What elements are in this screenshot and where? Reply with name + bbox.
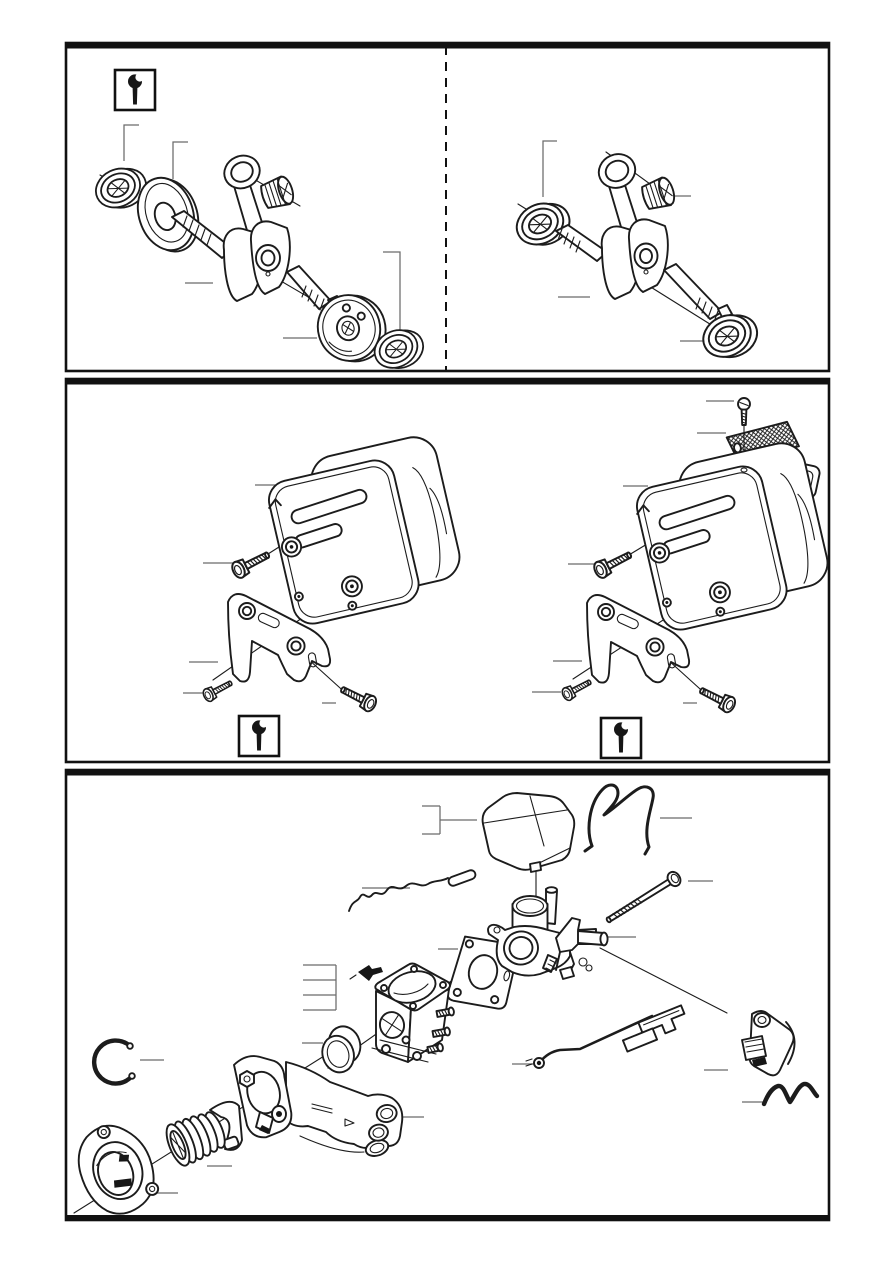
air-filter <box>483 793 575 872</box>
muffler-assembly-right <box>532 398 835 758</box>
socket-bolt <box>592 547 635 580</box>
throttle-rod <box>526 1005 689 1068</box>
crankshaft <box>172 150 342 310</box>
muffler-body <box>261 433 468 628</box>
crankshaft <box>556 148 732 322</box>
carburetor <box>350 964 455 1063</box>
choke-lever <box>742 1011 795 1075</box>
crankshaft-section <box>65 43 830 377</box>
wrench-icon <box>601 718 641 758</box>
muffler-section <box>65 379 835 762</box>
crankshaft-assembly-right <box>510 141 764 367</box>
wrench-icon <box>239 716 279 756</box>
seal-ring <box>316 1022 368 1076</box>
carburetor-and-intake-assembly <box>68 785 817 1223</box>
muffler-assembly-left <box>183 433 467 756</box>
intake-flange <box>68 1115 165 1224</box>
snap-ring <box>94 1041 135 1084</box>
throttle-elbow <box>488 887 608 979</box>
ball-bearing <box>510 194 576 255</box>
throttle-lever <box>358 965 383 981</box>
wrench-icon <box>115 70 155 110</box>
long-screw <box>603 869 683 927</box>
flat-spring <box>764 1084 817 1104</box>
flange-bolt <box>560 676 593 702</box>
needle-bearing-cage <box>258 174 296 211</box>
retainer-clip <box>585 785 653 854</box>
socket-bolt <box>230 547 273 580</box>
choke-wire <box>349 869 477 911</box>
socket-bolt <box>697 683 738 715</box>
carburetor-section <box>65 770 830 1223</box>
muffler-body <box>629 439 836 634</box>
intake-boot <box>162 1102 242 1169</box>
screw <box>738 398 750 425</box>
crankshaft-assembly-left <box>89 125 429 377</box>
flange-bolt <box>201 677 234 703</box>
socket-bolt <box>338 682 379 714</box>
intake-manifold <box>231 1049 402 1158</box>
